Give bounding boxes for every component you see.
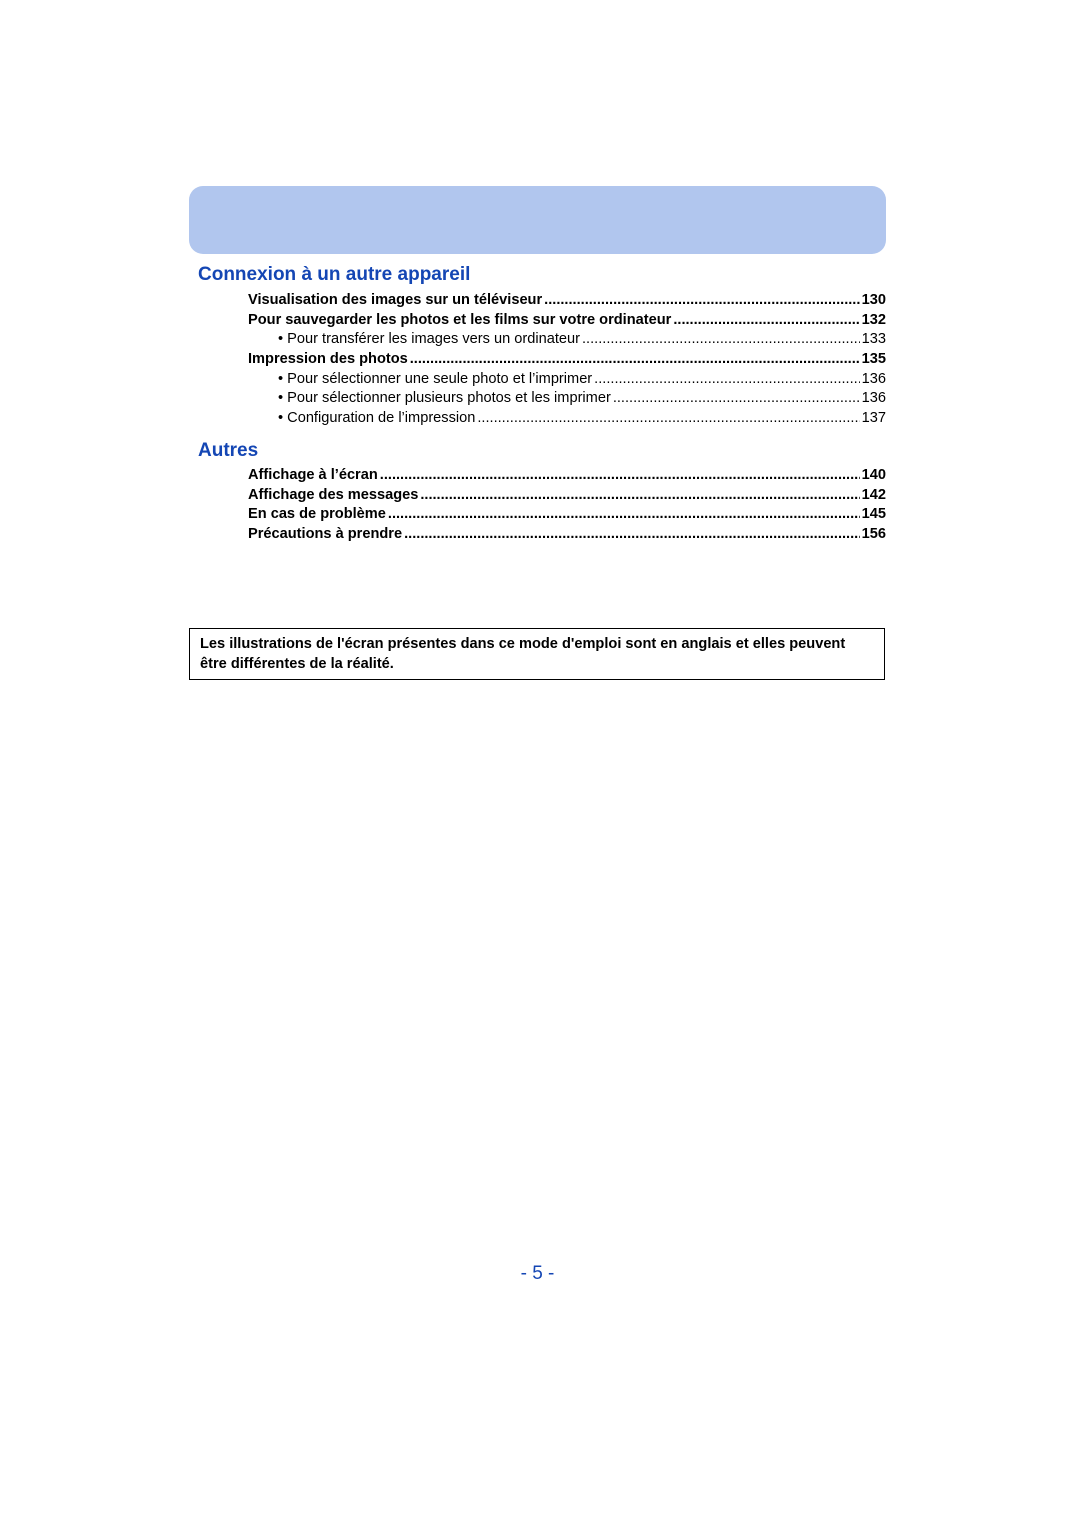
section-title-connexion: Connexion à un autre appareil <box>198 264 471 285</box>
toc-entry-page: 130 <box>861 292 886 308</box>
toc-entry[interactable] <box>248 291 886 311</box>
toc-leader <box>544 291 859 311</box>
toc-leader <box>673 311 859 331</box>
toc-entry-page: 142 <box>861 486 886 503</box>
toc-entry-page: 133 <box>861 331 886 348</box>
toc-subentry[interactable] <box>248 370 886 390</box>
section-title-autres: Autres <box>198 440 259 461</box>
toc-entry[interactable] <box>248 486 886 506</box>
toc-entry-page: 137 <box>861 410 886 427</box>
toc-autres <box>248 466 886 545</box>
toc-entry-page: 136 <box>861 370 886 387</box>
toc-entry-page: 136 <box>861 390 886 407</box>
toc-entry-label: Précautions à prendre <box>248 526 403 543</box>
toc-leader <box>410 350 860 370</box>
toc-entry[interactable] <box>248 466 886 486</box>
toc-entry[interactable] <box>248 505 886 525</box>
header-band <box>189 186 886 254</box>
toc-entry-label: • Configuration de l’impression <box>278 410 476 427</box>
note-box: Les illustrations de l'écran présentes dans ce mode d'emploi sont en anglais et elles peuvent être différentes de la réalité. <box>189 628 885 680</box>
toc-connexion <box>248 291 886 429</box>
toc-leader <box>613 389 860 409</box>
toc-leader <box>477 409 859 429</box>
toc-entry-label: En cas de problème <box>248 506 386 523</box>
toc-leader <box>388 505 860 525</box>
toc-entry-label: • Pour sélectionner plusieurs photos et les imprimer <box>278 390 611 407</box>
toc-entry-page: 135 <box>861 351 886 368</box>
toc-entry-page: 132 <box>861 311 886 328</box>
toc-entry-label: Impression des photos <box>248 351 408 368</box>
toc-entry-label: • Pour transférer les images vers un ordinateur <box>278 331 580 348</box>
toc-leader <box>380 466 860 486</box>
toc-entry-page: 156 <box>861 526 886 543</box>
toc-leader <box>404 525 860 545</box>
toc-leader <box>582 330 860 350</box>
toc-subentry[interactable] <box>248 389 886 409</box>
toc-leader <box>420 486 859 506</box>
toc-entry-page: 145 <box>861 506 886 523</box>
toc-entry[interactable] <box>248 350 886 370</box>
toc-leader <box>594 370 859 390</box>
toc-entry[interactable] <box>248 311 886 331</box>
toc-entry-label: Affichage des messages <box>248 486 419 503</box>
toc-entry-page: 140 <box>861 467 886 483</box>
toc-entry-label: Affichage à l’écran <box>248 467 378 483</box>
toc-entry-label: Pour sauvegarder les photos et les films sur votre ordinateur <box>248 311 672 328</box>
toc-entry-label: Visualisation des images sur un téléviseur <box>248 292 543 308</box>
toc-entry-label: • Pour sélectionner une seule photo et l’imprimer <box>278 370 593 387</box>
toc-subentry[interactable] <box>248 409 886 429</box>
toc-entry[interactable] <box>248 525 886 545</box>
toc-subentry[interactable] <box>248 330 886 350</box>
page-number: - 5 - <box>520 1263 555 1284</box>
